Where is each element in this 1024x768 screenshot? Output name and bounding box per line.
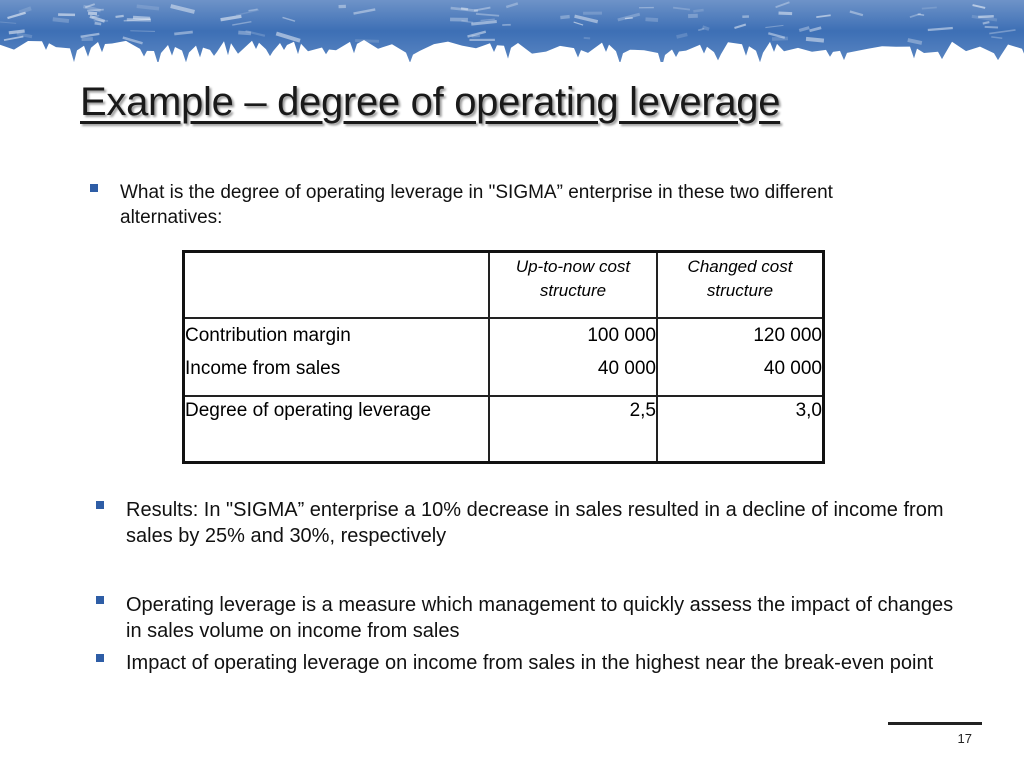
- footer-divider: [888, 722, 982, 725]
- row-label-cell: [184, 318, 490, 396]
- impact-bullet: [96, 650, 956, 676]
- measure-bullet: [96, 592, 956, 644]
- leverage-table: [182, 250, 825, 464]
- impact-text: Impact of operating leverage on income from sales in the highest near the break-even point: [126, 652, 934, 674]
- header-up-to-now-text: Up-to-now cost structure: [515, 257, 631, 300]
- label-degree-of-operating-leverage: Degree of operating leverage: [184, 396, 490, 463]
- measure-text: Operating leverage is a measure which management to quickly assess the impact of changes in sales volume on income from sales: [126, 594, 954, 642]
- square-bullet-icon: [90, 184, 98, 192]
- header-up-to-now: [489, 252, 657, 319]
- current-contribution-margin: 100 000: [587, 325, 656, 346]
- slide-title: Example – degree of operating leverage: [80, 80, 781, 124]
- header-empty-cell: [184, 252, 490, 319]
- intro-text: What is the degree of operating leverage in "SIGMA” enterprise in these two different alternatives:: [120, 182, 833, 228]
- current-income-from-sales: 40 000: [597, 358, 656, 379]
- table-header-row: [184, 252, 824, 319]
- changed-contribution-margin: 120 000: [753, 325, 822, 346]
- results-bullet: [96, 497, 956, 549]
- square-bullet-icon: [96, 596, 104, 604]
- slide-banner-decoration: [0, 0, 1024, 62]
- square-bullet-icon: [96, 654, 104, 662]
- square-bullet-icon: [96, 501, 104, 509]
- header-changed: [657, 252, 824, 319]
- results-text: Results: In "SIGMA” enterprise a 10% decrease in sales resulted in a decline of income from sales by 25% and 30%, respectively: [126, 499, 944, 547]
- label-income-from-sales: Income from sales: [185, 358, 341, 379]
- table-row: [184, 318, 824, 396]
- label-contribution-margin: Contribution margin: [185, 325, 351, 346]
- intro-bullet: [90, 180, 910, 230]
- page-number: 17: [957, 731, 972, 746]
- current-values-cell: [489, 318, 657, 396]
- changed-values-cell: [657, 318, 824, 396]
- changed-income-from-sales: 40 000: [763, 358, 822, 379]
- header-changed-text: Changed cost structure: [687, 257, 793, 300]
- changed-dol-value: 3,0: [657, 396, 824, 463]
- current-dol-value: 2,5: [489, 396, 657, 463]
- table-row: [184, 396, 824, 463]
